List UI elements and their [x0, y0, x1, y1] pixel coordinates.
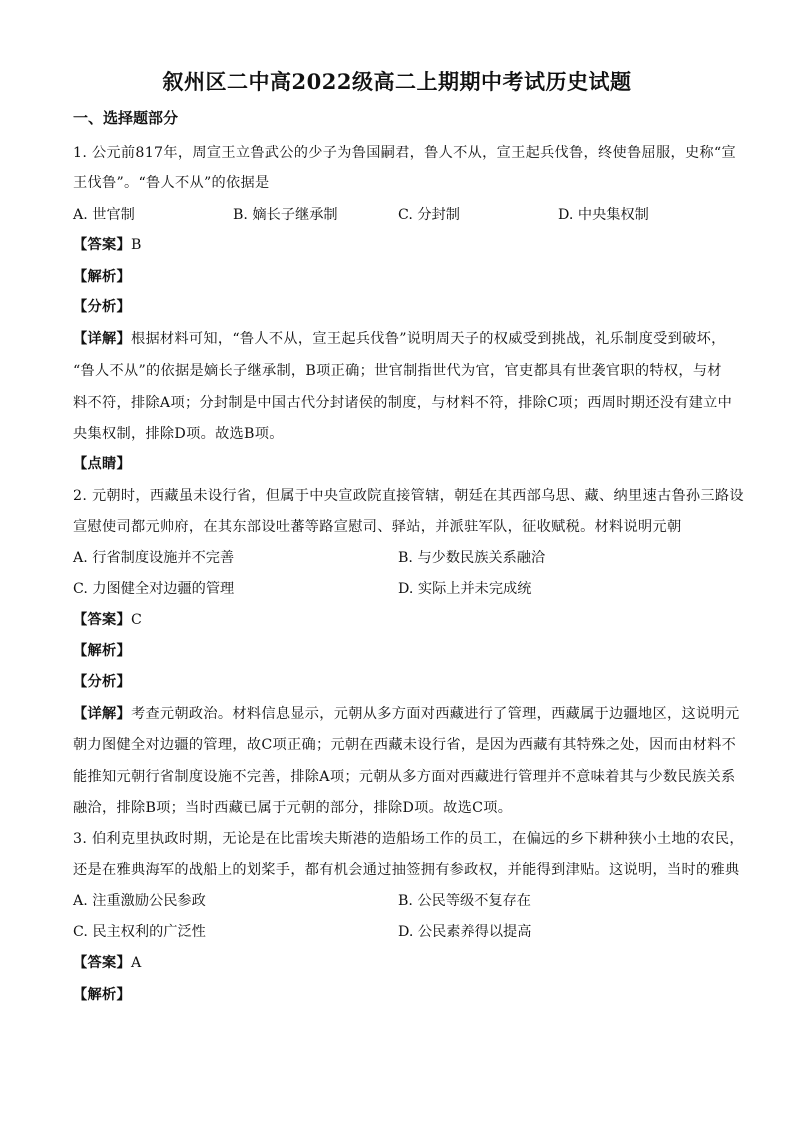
q3-stem-line-2: 还是在雅典海军的战船上的划桨手，都有机会通过抽签拥有参政权，并能得到津贴。这说明，当时的雅典 — [73, 862, 740, 878]
q3-option-c: C. 民主权利的广泛性 — [73, 924, 206, 940]
answer-tag: 【答案】 — [73, 237, 131, 253]
q1-option-c: C. 分封制 — [398, 207, 460, 223]
q2-option-d: D. 实际上并未完成统 — [398, 581, 532, 597]
detail-text: 根据材料可知，“鲁人不从，宣王起兵伐鲁”说明周天子的权威受到挑战，礼乐制度受到破坏， — [130, 331, 726, 347]
q2-fenxi-tag: 【分析】 — [73, 674, 131, 690]
q1-fenxi-tag: 【分析】 — [73, 299, 131, 315]
q1-detail-line-2: “鲁人不从”的依据是嫡长子继承制，B项正确；世官制指世代为官，官吏都具有世袭官职的特权，与材 — [73, 363, 722, 379]
q1-answer — [73, 234, 142, 254]
answer-value: C — [130, 612, 143, 628]
q1-dianjing-tag: 【点睛】 — [73, 456, 131, 472]
q1-stem-line-2: 王伐鲁”。“鲁人不从”的依据是 — [73, 175, 270, 191]
detail-tag: 【详解】 — [73, 331, 131, 347]
answer-tag: 【答案】 — [73, 612, 131, 628]
q1-option-b: B. 嫡长子继承制 — [233, 207, 338, 223]
q2-answer — [73, 609, 142, 629]
q2-option-c: C. 力图健全对边疆的管理 — [73, 581, 235, 597]
q2-option-b: B. 与少数民族关系融洽 — [398, 550, 546, 566]
q2-detail-line-2: 朝力图健全对边疆的管理，故C项正确；元朝在西藏未设行省，是因为西藏有其特殊之处，因而由材料不 — [73, 737, 737, 753]
q1-detail-line-1 — [73, 328, 726, 348]
q3-stem-line-1: 3. 伯利克里执政时期，无论是在比雷埃夫斯港的造船场工作的员工，在偏远的乡下耕种狭小土地的农民， — [73, 831, 744, 847]
detail-text: 考查元朝政治。材料信息显示，元朝从多方面对西藏进行了管理，西藏属于边疆地区，这说明元 — [130, 706, 740, 722]
q2-stem-line-2: 宣慰使司都元帅府，在其东部设吐蕃等路宣慰司、驿站，并派驻军队，征收赋税。材料说明元朝 — [73, 519, 682, 535]
answer-tag: 【答案】 — [73, 955, 131, 971]
q2-detail-line-3: 能推知元朝行省制度设施不完善，排除A项；元朝从多方面对西藏进行管理并不意味着其与少数民族关系 — [73, 769, 736, 785]
q2-stem-line-1: 2. 元朝时，西藏虽未设行省，但属于中央宣政院直接管辖，朝廷在其西部乌思、藏、纳里速古鲁孙三路设 — [73, 488, 744, 504]
q2-analysis-tag: 【解析】 — [73, 643, 131, 659]
q3-option-d: D. 公民素养得以提高 — [398, 924, 532, 940]
q1-analysis-tag: 【解析】 — [73, 269, 131, 285]
answer-value: A — [130, 955, 142, 971]
q1-option-d: D. 中央集权制 — [558, 207, 649, 223]
answer-value: B — [130, 237, 142, 253]
q3-answer — [73, 952, 142, 972]
q3-analysis-tag: 【解析】 — [73, 987, 131, 1003]
q3-option-a: A. 注重激励公民参政 — [73, 893, 206, 909]
q2-option-a: A. 行省制度设施并不完善 — [73, 550, 235, 566]
section-heading: 一、选择题部分 — [73, 109, 179, 127]
q1-stem-line-1: 1. 公元前817年，周宣王立鲁武公的少子为鲁国嗣君，鲁人不从，宣王起兵伐鲁，终使鲁屈服，史称“宣 — [73, 145, 736, 161]
page-title: 叙州区二中高2022级高二上期期中考试历史试题 — [162, 69, 632, 94]
q2-detail-line-4: 融洽，排除B项；当时西藏已属于元朝的部分，排除D项。故选C项。 — [73, 800, 513, 816]
q2-detail-line-1 — [73, 703, 739, 723]
q1-detail-line-3: 料不符，排除A项；分封制是中国古代分封诸侯的制度，与材料不符，排除C项；西周时期还没有建立中 — [73, 395, 733, 411]
q1-detail-line-4: 央集权制，排除D项。故选B项。 — [73, 426, 284, 442]
detail-tag: 【详解】 — [73, 706, 131, 722]
q3-option-b: B. 公民等级不复存在 — [398, 893, 531, 909]
q1-option-a: A. 世官制 — [73, 207, 135, 223]
